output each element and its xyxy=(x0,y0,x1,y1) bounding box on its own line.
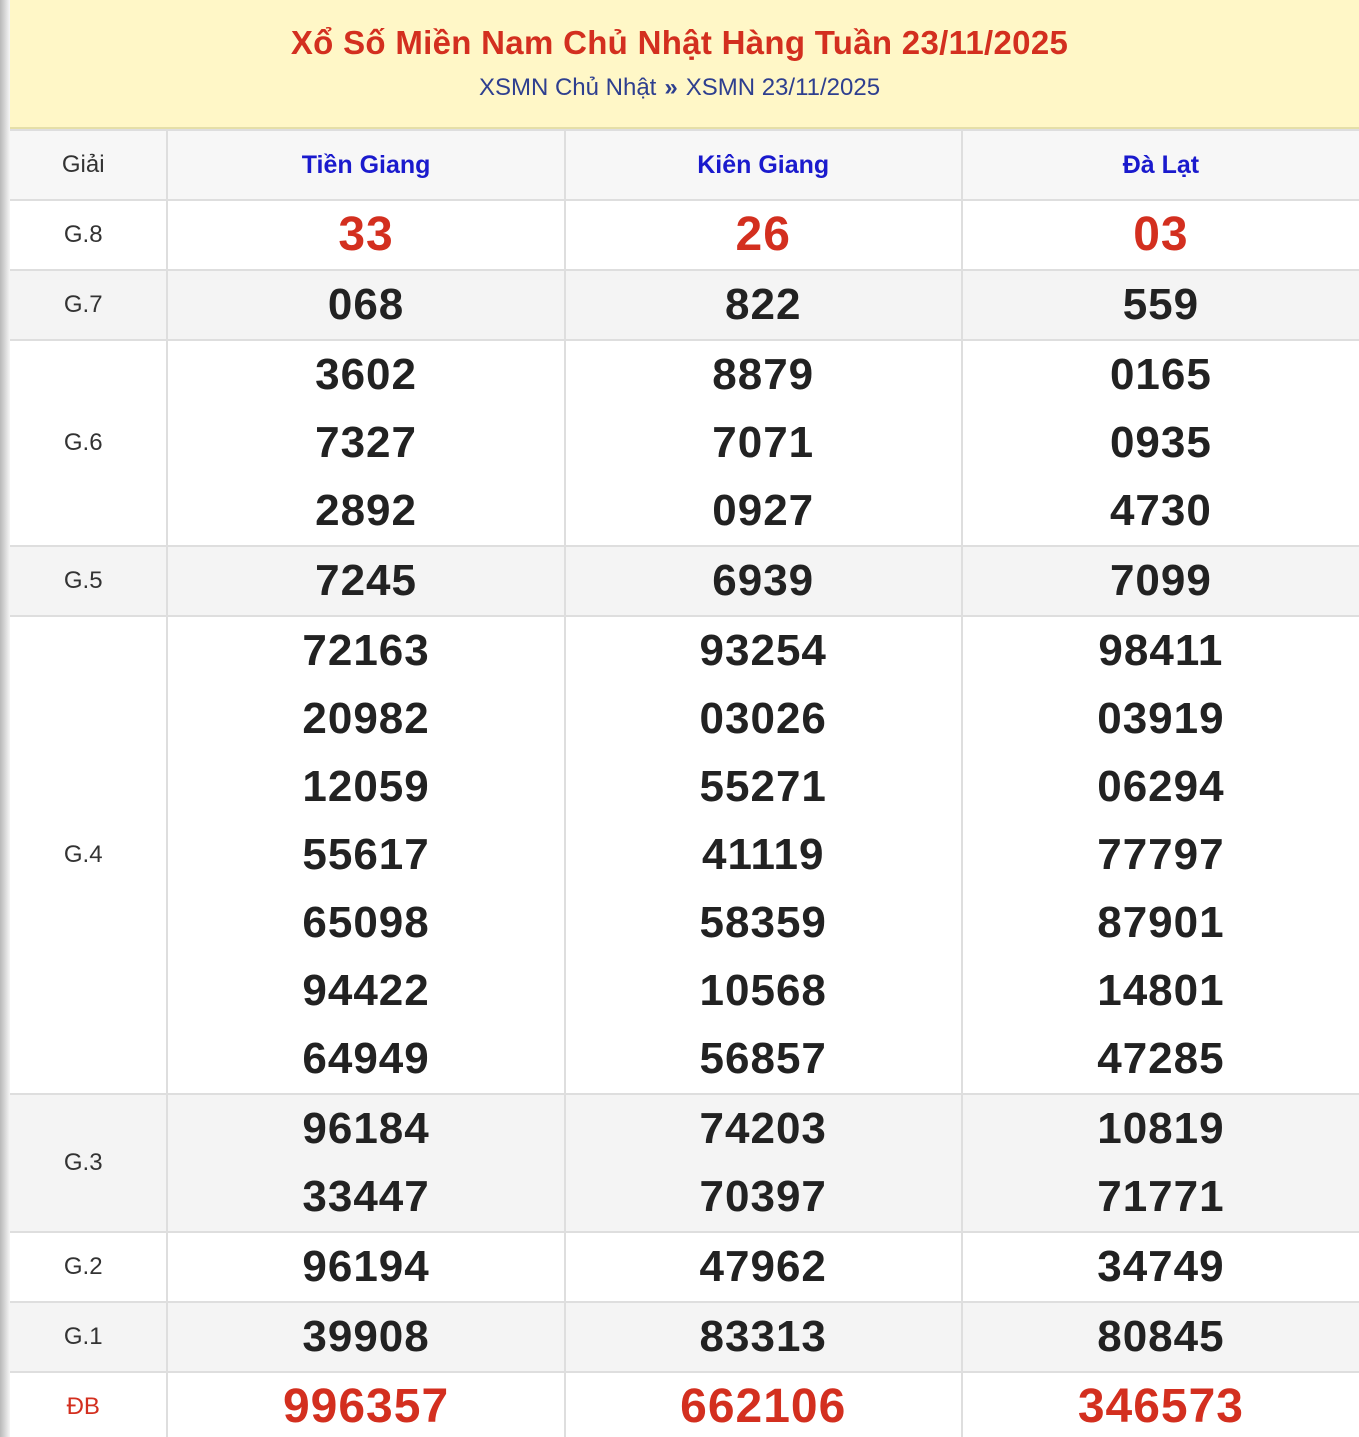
prize-cell-tien-giang xyxy=(167,340,564,546)
prize-number: 7327 xyxy=(315,418,417,467)
prize-cell-tien-giang xyxy=(167,1372,564,1437)
prize-row xyxy=(0,616,1359,1094)
prize-number: 41119 xyxy=(701,830,825,879)
prize-label: ĐB xyxy=(0,1372,167,1437)
prize-number: 33447 xyxy=(302,1172,430,1221)
prize-number: 0165 xyxy=(1109,350,1212,399)
province-header-tien-giang[interactable]: Tiền Giang xyxy=(167,130,564,200)
prize-number: 26 xyxy=(735,208,791,261)
prize-label: G.8 xyxy=(0,200,167,270)
prize-number: 94422 xyxy=(302,966,430,1015)
prize-number: 10819 xyxy=(1097,1104,1225,1153)
prize-number: 56857 xyxy=(699,1034,827,1083)
prize-number: 39908 xyxy=(302,1312,430,1361)
prize-number: 8879 xyxy=(712,350,815,399)
prize-row xyxy=(0,1094,1359,1232)
prize-number: 0935 xyxy=(1109,418,1212,467)
prize-row xyxy=(0,1372,1359,1437)
prize-number: 6939 xyxy=(712,556,815,605)
prize-number: 662106 xyxy=(680,1380,847,1433)
prize-row xyxy=(0,1302,1359,1372)
prize-cell-kien-giang xyxy=(565,200,962,270)
province-header-kien-giang[interactable]: Kiên Giang xyxy=(565,130,962,200)
prize-label: G.2 xyxy=(0,1232,167,1302)
prize-number: 0927 xyxy=(712,486,815,535)
prize-cell-kien-giang xyxy=(565,616,962,1094)
prize-number: 20982 xyxy=(302,694,430,743)
prize-number: 7099 xyxy=(1109,556,1212,605)
left-edge-shadow xyxy=(0,0,10,1437)
results-body xyxy=(0,200,1359,1437)
prize-number: 06294 xyxy=(1097,762,1225,811)
prize-number: 77797 xyxy=(1097,830,1225,879)
prize-number: 93254 xyxy=(699,626,827,675)
prize-number: 03919 xyxy=(1097,694,1225,743)
prize-number: 71771 xyxy=(1097,1172,1225,1221)
prize-number: 58359 xyxy=(699,898,827,947)
province-header-da-lat[interactable]: Đà Lạt xyxy=(962,130,1359,200)
prize-column-header: Giải xyxy=(0,130,167,200)
prize-number: 3602 xyxy=(315,350,417,399)
prize-cell-da-lat xyxy=(962,340,1359,546)
prize-cell-tien-giang xyxy=(167,616,564,1094)
prize-number: 96184 xyxy=(302,1104,430,1153)
prize-cell-kien-giang xyxy=(565,270,962,340)
prize-cell-da-lat xyxy=(962,1094,1359,1232)
breadcrumb-link-xsmn-date[interactable]: XSMN 23/11/2025 xyxy=(685,74,881,101)
prize-label: G.3 xyxy=(0,1094,167,1232)
prize-number: 559 xyxy=(1122,280,1200,329)
prize-row xyxy=(0,270,1359,340)
results-header xyxy=(0,0,1359,129)
prize-label: G.5 xyxy=(0,546,167,616)
prize-cell-kien-giang xyxy=(565,1302,962,1372)
prize-number: 10568 xyxy=(699,966,827,1015)
prize-cell-da-lat xyxy=(962,270,1359,340)
prize-number: 822 xyxy=(725,280,802,329)
breadcrumb xyxy=(0,73,1359,103)
prize-number: 98411 xyxy=(1098,626,1224,675)
prize-number: 47962 xyxy=(699,1242,827,1291)
prize-cell-tien-giang xyxy=(167,1302,564,1372)
prize-number: 65098 xyxy=(302,898,430,947)
prize-number: 33 xyxy=(338,208,394,261)
prize-cell-da-lat xyxy=(962,1302,1359,1372)
prize-label: G.4 xyxy=(0,616,167,1094)
prize-number: 12059 xyxy=(302,762,430,811)
prize-number: 55271 xyxy=(699,762,827,811)
prize-label: G.6 xyxy=(0,340,167,546)
prize-cell-tien-giang xyxy=(167,270,564,340)
page-title: Xổ Số Miền Nam Chủ Nhật Hàng Tuần 23/11/2025 xyxy=(290,24,1069,61)
table-header-row xyxy=(0,130,1359,200)
prize-number: 64949 xyxy=(302,1034,430,1083)
prize-row xyxy=(0,200,1359,270)
prize-label: G.7 xyxy=(0,270,167,340)
prize-number: 96194 xyxy=(302,1242,430,1291)
prize-cell-da-lat xyxy=(962,1372,1359,1437)
prize-number: 7245 xyxy=(315,556,417,605)
prize-number: 7071 xyxy=(712,418,815,467)
prize-number: 4730 xyxy=(1109,486,1212,535)
prize-number: 14801 xyxy=(1097,966,1225,1015)
prize-cell-tien-giang xyxy=(167,1232,564,1302)
prize-row xyxy=(0,340,1359,546)
prize-number: 74203 xyxy=(699,1104,827,1153)
prize-number: 03026 xyxy=(699,694,827,743)
prize-cell-tien-giang xyxy=(167,546,564,616)
prize-cell-kien-giang xyxy=(565,1232,962,1302)
prize-row xyxy=(0,546,1359,616)
prize-number: 70397 xyxy=(699,1172,827,1221)
prize-number: 47285 xyxy=(1097,1034,1225,1083)
prize-cell-tien-giang xyxy=(167,1094,564,1232)
prize-cell-tien-giang xyxy=(167,200,564,270)
prize-number: 068 xyxy=(327,280,405,329)
prize-number: 87901 xyxy=(1097,898,1225,947)
breadcrumb-link-xsmn-chu-nhat[interactable]: XSMN Chủ Nhật xyxy=(478,74,657,101)
prize-cell-da-lat xyxy=(962,616,1359,1094)
breadcrumb-separator: » xyxy=(664,74,678,101)
prize-label: G.1 xyxy=(0,1302,167,1372)
prize-row xyxy=(0,1232,1359,1302)
prize-number: 2892 xyxy=(315,486,417,535)
prize-number: 55617 xyxy=(302,830,430,879)
prize-number: 996357 xyxy=(282,1380,450,1433)
prize-cell-kien-giang xyxy=(565,546,962,616)
results-table xyxy=(0,129,1359,1437)
prize-number: 72163 xyxy=(302,626,430,675)
prize-cell-kien-giang xyxy=(565,340,962,546)
prize-number: 83313 xyxy=(699,1312,827,1361)
prize-number: 80845 xyxy=(1097,1312,1225,1361)
prize-number: 346573 xyxy=(1077,1380,1244,1433)
prize-cell-da-lat xyxy=(962,200,1359,270)
prize-number: 34749 xyxy=(1097,1242,1225,1291)
prize-cell-kien-giang xyxy=(565,1094,962,1232)
prize-number: 03 xyxy=(1133,208,1189,261)
prize-cell-kien-giang xyxy=(565,1372,962,1437)
prize-cell-da-lat xyxy=(962,1232,1359,1302)
prize-cell-da-lat xyxy=(962,546,1359,616)
